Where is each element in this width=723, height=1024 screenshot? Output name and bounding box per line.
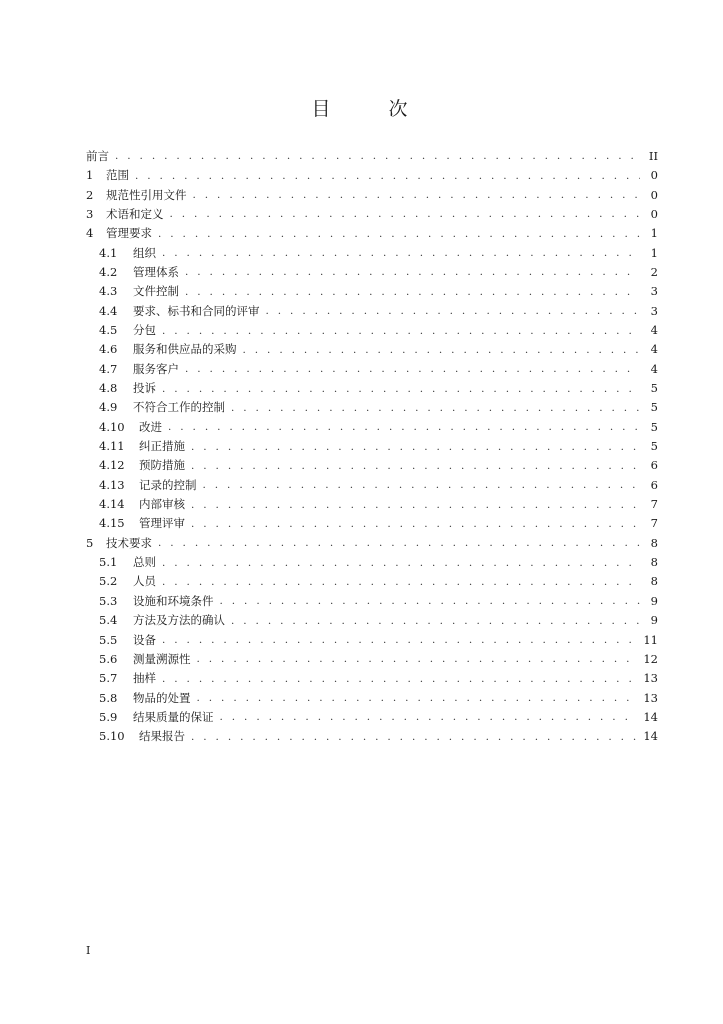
toc-entry-page: 13 bbox=[643, 671, 658, 686]
toc-entry[interactable] bbox=[86, 302, 658, 321]
toc-entry-number: 5.6 bbox=[99, 651, 118, 666]
toc-entry-page: 3 bbox=[650, 284, 658, 299]
toc-entry-number: 4.3 bbox=[99, 284, 118, 299]
toc-entry-number: 4.7 bbox=[99, 361, 118, 376]
toc-entry-number: 4.4 bbox=[99, 303, 118, 318]
toc-entry-number: 5.10 bbox=[99, 729, 125, 744]
page-title: 目 次 bbox=[311, 98, 434, 120]
toc-entry-label: 改进 bbox=[139, 419, 162, 434]
toc-entry[interactable] bbox=[86, 708, 658, 727]
toc-entry-label: 纠正措施 bbox=[139, 439, 185, 454]
toc-entry-label: 记录的控制 bbox=[139, 477, 197, 492]
toc-entry-number: 5.3 bbox=[99, 593, 118, 608]
toc-entry-label: 服务和供应品的采购 bbox=[133, 342, 237, 357]
toc-entry-label: 人员 bbox=[133, 574, 156, 589]
toc-entry-label: 投诉 bbox=[133, 381, 156, 396]
toc-entry[interactable] bbox=[86, 360, 658, 379]
toc-entry-number: 4.15 bbox=[99, 516, 125, 531]
toc-dot-leader bbox=[193, 190, 641, 201]
toc-entry[interactable] bbox=[86, 457, 658, 476]
toc-entry-page: 0 bbox=[650, 187, 658, 202]
toc-entry[interactable] bbox=[86, 669, 658, 688]
toc-entry-page: 4 bbox=[650, 361, 658, 376]
toc-entry[interactable] bbox=[86, 573, 658, 592]
toc-dot-leader bbox=[162, 384, 640, 395]
toc-entry-page: 6 bbox=[650, 477, 658, 492]
toc-entry[interactable] bbox=[86, 379, 658, 398]
toc-entry-page: 6 bbox=[650, 458, 658, 473]
toc-entry-number: 4.11 bbox=[99, 439, 125, 454]
toc-dot-leader bbox=[170, 209, 641, 220]
toc-entry[interactable] bbox=[86, 631, 658, 650]
toc-entry[interactable] bbox=[86, 418, 658, 437]
toc-dot-leader bbox=[185, 364, 640, 375]
toc-entry-page: 14 bbox=[643, 709, 658, 724]
toc-entry[interactable] bbox=[86, 534, 658, 553]
toc-entry-page: 8 bbox=[650, 555, 658, 570]
toc-entry[interactable] bbox=[86, 437, 658, 456]
toc-entry[interactable] bbox=[86, 592, 658, 611]
toc-entry[interactable] bbox=[86, 476, 658, 495]
toc-entry-page: 11 bbox=[643, 632, 658, 647]
toc-entry-page: 9 bbox=[650, 593, 658, 608]
toc-entry[interactable] bbox=[86, 147, 658, 166]
toc-dot-leader bbox=[185, 287, 640, 298]
toc-entry-number: 5.8 bbox=[99, 690, 118, 705]
toc-entry[interactable] bbox=[86, 689, 658, 708]
toc-entry-number: 4.10 bbox=[99, 419, 125, 434]
toc-entry-page: 9 bbox=[650, 613, 658, 628]
toc-entry-page: II bbox=[648, 148, 658, 163]
toc-entry-number: 5.9 bbox=[99, 709, 118, 724]
toc-entry[interactable] bbox=[86, 224, 658, 243]
toc-entry-label: 管理评审 bbox=[139, 516, 185, 531]
toc-entry-page: 13 bbox=[643, 690, 658, 705]
toc-dot-leader bbox=[197, 693, 638, 704]
toc-entry-label: 物品的处置 bbox=[133, 690, 191, 705]
toc-dot-leader bbox=[162, 577, 640, 588]
toc-entry[interactable] bbox=[86, 321, 658, 340]
toc-entry[interactable] bbox=[86, 495, 658, 514]
toc-entry-label: 预防措施 bbox=[139, 458, 185, 473]
toc-dot-leader bbox=[191, 442, 640, 453]
toc-entry[interactable] bbox=[86, 515, 658, 534]
toc-entry-page: 3 bbox=[650, 303, 658, 318]
toc-entry-label: 前言 bbox=[86, 148, 109, 163]
toc-entry-page: 14 bbox=[643, 729, 658, 744]
toc-entry-number: 2 bbox=[86, 187, 94, 202]
toc-dot-leader bbox=[191, 519, 640, 530]
toc-entry[interactable] bbox=[86, 340, 658, 359]
toc-entry[interactable] bbox=[86, 282, 658, 301]
toc-entry-number: 1 bbox=[86, 168, 94, 183]
toc-entry-label: 设备 bbox=[133, 632, 156, 647]
toc-entry-page: 0 bbox=[650, 168, 658, 183]
toc-entry-number: 4.14 bbox=[99, 497, 125, 512]
toc-entry[interactable] bbox=[86, 650, 658, 669]
toc-entry-label: 技术要求 bbox=[106, 535, 152, 550]
toc-entry-number: 5.4 bbox=[99, 613, 118, 628]
toc-dot-leader bbox=[115, 151, 640, 162]
toc-entry-page: 5 bbox=[650, 439, 658, 454]
toc-dot-leader bbox=[203, 480, 641, 491]
toc-dot-leader bbox=[158, 229, 640, 240]
toc-entry-page: 5 bbox=[650, 400, 658, 415]
toc-dot-leader bbox=[162, 674, 637, 685]
toc-dot-leader bbox=[191, 732, 637, 743]
toc-entry-label: 管理体系 bbox=[133, 264, 179, 279]
toc-entry-label: 总则 bbox=[133, 555, 156, 570]
toc-entry[interactable] bbox=[86, 186, 658, 205]
toc-entry-number: 4.9 bbox=[99, 400, 118, 415]
toc-entry[interactable] bbox=[86, 727, 658, 746]
toc-entry-label: 文件控制 bbox=[133, 284, 179, 299]
toc-entry-number: 4.2 bbox=[99, 264, 118, 279]
toc-dot-leader bbox=[135, 171, 640, 182]
toc-entry-number: 4.13 bbox=[99, 477, 125, 492]
toc-dot-leader bbox=[197, 654, 638, 665]
toc-entry-page: 0 bbox=[650, 206, 658, 221]
toc-entry[interactable] bbox=[86, 205, 658, 224]
toc-entry-number: 4.8 bbox=[99, 381, 118, 396]
toc-entry-number: 5 bbox=[86, 535, 94, 550]
toc-entry-label: 服务客户 bbox=[133, 361, 179, 376]
toc-entry-number: 3 bbox=[86, 206, 94, 221]
toc-entry-label: 要求、标书和合同的评审 bbox=[133, 303, 260, 318]
toc-dot-leader bbox=[220, 712, 638, 723]
toc-entry-number: 4.1 bbox=[99, 245, 118, 260]
page-number-footer: I bbox=[86, 944, 91, 957]
toc-entry-label: 术语和定义 bbox=[106, 206, 164, 221]
toc-entry-label: 不符合工作的控制 bbox=[133, 400, 225, 415]
toc-entry-label: 结果质量的保证 bbox=[133, 709, 214, 724]
toc-entry[interactable] bbox=[86, 398, 658, 417]
toc-entry[interactable] bbox=[86, 244, 658, 263]
toc-entry-number: 4.12 bbox=[99, 458, 125, 473]
toc-entry-number: 5.2 bbox=[99, 574, 118, 589]
toc-entry-number: 5.1 bbox=[99, 555, 118, 570]
toc-entry-number: 4.6 bbox=[99, 342, 118, 357]
table-of-contents bbox=[86, 147, 658, 747]
toc-entry-label: 规范性引用文件 bbox=[106, 187, 187, 202]
toc-entry-number: 4.5 bbox=[99, 323, 118, 338]
toc-dot-leader bbox=[231, 616, 640, 627]
toc-dot-leader bbox=[162, 558, 640, 569]
toc-entry-page: 1 bbox=[650, 245, 658, 260]
toc-dot-leader bbox=[266, 306, 641, 317]
toc-entry-label: 测量溯源性 bbox=[133, 651, 191, 666]
toc-dot-leader bbox=[158, 538, 640, 549]
toc-entry-page: 8 bbox=[650, 574, 658, 589]
toc-dot-leader bbox=[243, 345, 641, 356]
toc-entry-label: 方法及方法的确认 bbox=[133, 613, 225, 628]
toc-dot-leader bbox=[191, 500, 640, 511]
toc-entry[interactable] bbox=[86, 553, 658, 572]
toc-entry-number: 4 bbox=[86, 226, 94, 241]
toc-entry-number: 5.5 bbox=[99, 632, 118, 647]
toc-entry-label: 分包 bbox=[133, 323, 156, 338]
toc-dot-leader bbox=[162, 326, 640, 337]
toc-dot-leader bbox=[231, 403, 640, 414]
toc-entry[interactable] bbox=[86, 166, 658, 185]
toc-dot-leader bbox=[185, 267, 640, 278]
toc-entry-page: 5 bbox=[650, 419, 658, 434]
toc-entry-label: 设施和环境条件 bbox=[133, 593, 214, 608]
toc-dot-leader bbox=[162, 635, 637, 646]
toc-entry-page: 4 bbox=[650, 342, 658, 357]
toc-entry-page: 1 bbox=[650, 226, 658, 241]
toc-entry-label: 内部审核 bbox=[139, 497, 185, 512]
toc-entry-label: 结果报告 bbox=[139, 729, 185, 744]
toc-entry-page: 12 bbox=[643, 651, 658, 666]
toc-entry-number: 5.7 bbox=[99, 671, 118, 686]
toc-entry[interactable] bbox=[86, 611, 658, 630]
toc-dot-leader bbox=[162, 248, 640, 259]
toc-dot-leader bbox=[220, 596, 641, 607]
toc-entry-page: 2 bbox=[650, 264, 658, 279]
toc-entry-page: 7 bbox=[650, 497, 658, 512]
toc-dot-leader bbox=[168, 422, 640, 433]
toc-entry-page: 8 bbox=[650, 535, 658, 550]
toc-entry-label: 抽样 bbox=[133, 671, 156, 686]
toc-entry-label: 范围 bbox=[106, 168, 129, 183]
toc-entry-page: 4 bbox=[650, 323, 658, 338]
toc-entry[interactable] bbox=[86, 263, 658, 282]
toc-entry-label: 组织 bbox=[133, 245, 156, 260]
toc-entry-label: 管理要求 bbox=[106, 226, 152, 241]
toc-entry-page: 5 bbox=[650, 381, 658, 396]
toc-entry-page: 7 bbox=[650, 516, 658, 531]
toc-dot-leader bbox=[191, 461, 640, 472]
